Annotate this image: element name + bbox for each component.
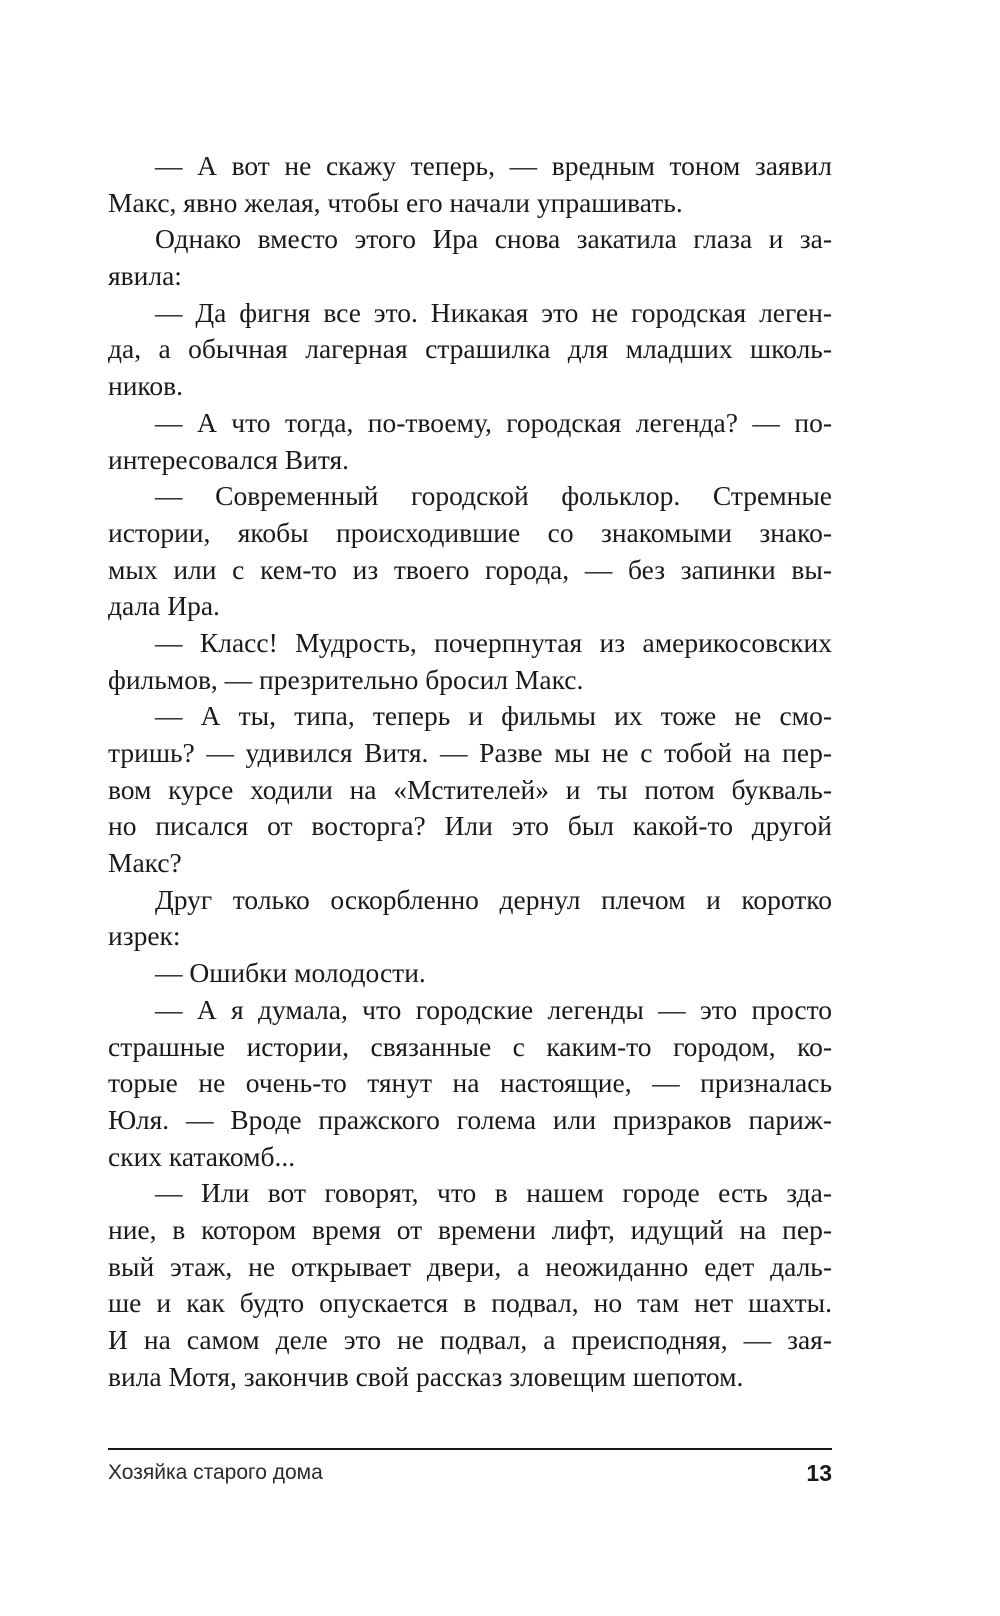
text-line: — Или вот говорят, что в нашем городе есть зда- bbox=[155, 1177, 832, 1209]
text-line: изрек: bbox=[108, 920, 181, 952]
text-line: вила Мотя, закончив свой рассказ зловещим шепотом. bbox=[108, 1360, 744, 1392]
text-line: Друг только оскорбленно дернул плечом и коротко bbox=[155, 883, 832, 915]
text-line: Макс? bbox=[108, 847, 182, 879]
text-line: интересовался Витя. bbox=[108, 443, 350, 475]
text-line: мых или с кем-то из твоего города, — без запинки вы- bbox=[108, 553, 832, 585]
text-line: торые не очень-то тянут на настоящие, — призналась bbox=[108, 1067, 832, 1099]
text-line: вом курсе ходили на «Мстителей» и ты потом букваль- bbox=[108, 773, 832, 805]
text-line: — А ты, типа, теперь и фильмы их тоже не смо- bbox=[155, 700, 832, 732]
text-line: фильмов, — презрительно бросил Макс. bbox=[108, 663, 584, 695]
text-line: тришь? — удивился Витя. — Разве мы не с тобой на пер- bbox=[108, 737, 832, 768]
page-footer bbox=[108, 1458, 832, 1490]
text-line: истории, якобы происходившие со знакомыми знако- bbox=[108, 516, 832, 548]
text-line: вый этаж, не открывает двери, а неожиданно едет даль- bbox=[108, 1250, 832, 1282]
text-line: — Класс! Мудрость, почерпнутая из америкосовских bbox=[155, 626, 832, 658]
text-line: Макс, явно желая, чтобы его начали упрашивать. bbox=[108, 186, 683, 218]
text-line: — А вот не скажу теперь, — вредным тоном заявил bbox=[155, 150, 832, 181]
text-line: И на самом деле это не подвал, а преисподняя, — зая- bbox=[108, 1324, 832, 1355]
text-line: явила: bbox=[108, 260, 182, 292]
text-line: — Современный городской фольклор. Стремные bbox=[155, 480, 832, 512]
body-text bbox=[108, 148, 832, 1395]
text-line: — Да фигня все это. Никакая это не городская леген- bbox=[155, 296, 832, 328]
text-line: ние, в котором время от времени лифт, идущий на пер- bbox=[108, 1213, 832, 1245]
text-line: — А что тогда, по-твоему, городская легенда? — по- bbox=[155, 406, 832, 438]
text-line: да, а обычная лагерная страшилка для младших школь- bbox=[108, 333, 832, 365]
text-line: ских катакомб... bbox=[108, 1140, 296, 1172]
text-line: — А я думала, что городские легенды — это просто bbox=[155, 993, 832, 1025]
text-line: Юля. — Вроде пражского голема или призраков париж- bbox=[108, 1103, 832, 1135]
page-number: 13 bbox=[806, 1460, 832, 1486]
footer-rule bbox=[108, 1448, 832, 1450]
text-line: Однако вместо этого Ира снова закатила глаза и за- bbox=[155, 223, 832, 255]
text-line: ников. bbox=[108, 370, 184, 402]
text-line: но писался от восторга? Или это был какой-то другой bbox=[108, 810, 832, 842]
text-line: страшные истории, связанные с каким-то городом, ко- bbox=[108, 1030, 832, 1062]
text-line: ше и как будто опускается в подвал, но там нет шахты. bbox=[108, 1287, 832, 1319]
text-line: — Ошибки молодости. bbox=[155, 957, 426, 989]
running-title: Хозяйка старого дома bbox=[108, 1461, 323, 1484]
text-line: дала Ира. bbox=[108, 590, 220, 622]
